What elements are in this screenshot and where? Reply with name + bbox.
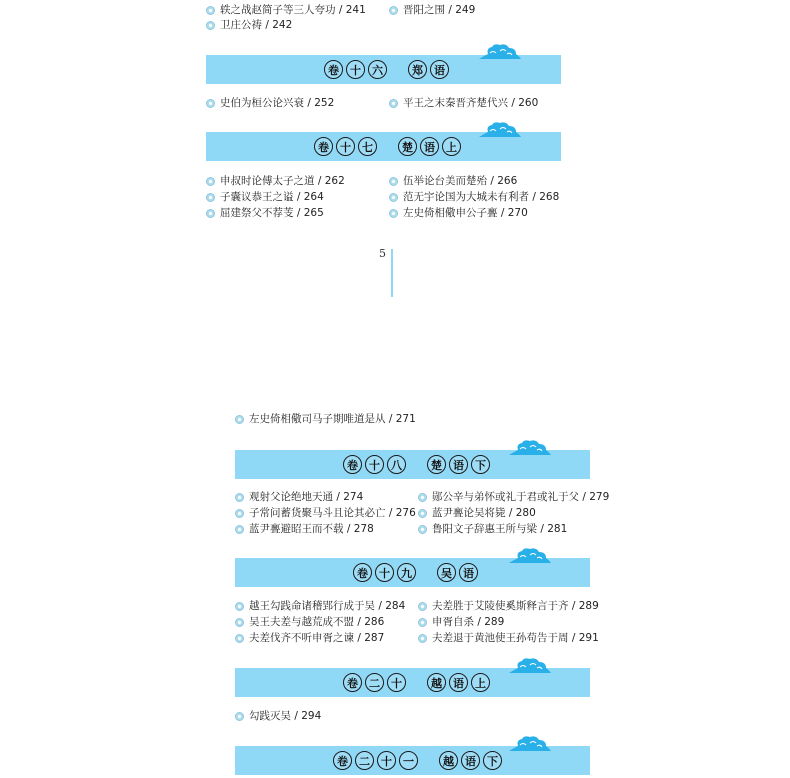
page-number: 5 — [379, 247, 386, 260]
toc-entry[interactable] — [389, 190, 559, 204]
entry-title: 伍举论台美而楚殆 / 266 — [403, 175, 518, 187]
chapter-heading[interactable] — [333, 746, 505, 775]
heading-char: 语 — [459, 563, 478, 582]
entry-title: 史伯为桓公论兴衰 / 252 — [220, 97, 335, 109]
chapter-heading[interactable] — [353, 558, 481, 587]
heading-char: 六 — [368, 60, 387, 79]
page-number-rule — [391, 249, 393, 297]
toc-entry[interactable] — [418, 522, 567, 536]
heading-char: 语 — [449, 673, 468, 692]
entry-title: 蓝尹亹论吴将毙 / 280 — [432, 507, 536, 519]
toc-entry[interactable] — [418, 631, 599, 645]
toc-entry[interactable] — [235, 506, 416, 520]
auspicious-cloud-icon — [506, 546, 552, 566]
heading-char: 上 — [471, 673, 490, 692]
heading-char: 九 — [397, 563, 416, 582]
entry-title: 观射父论绝地天通 / 274 — [249, 491, 364, 503]
toc-entry[interactable] — [206, 206, 324, 220]
toc-entry[interactable] — [206, 96, 334, 110]
circle-bullet-icon — [235, 712, 244, 721]
heading-char: 十 — [387, 673, 406, 692]
toc-entry[interactable] — [206, 190, 324, 204]
entry-title: 左史倚相儆司马子期唯道是从 / 271 — [249, 413, 416, 425]
entry-title: 郧公辛与弟怀或礼于君或礼于父 / 279 — [432, 491, 610, 503]
toc-entry[interactable] — [235, 490, 363, 504]
heading-char: 十 — [336, 137, 355, 156]
circle-bullet-icon — [418, 602, 427, 611]
toc-entry[interactable] — [389, 96, 538, 110]
heading-char: 卷 — [324, 60, 343, 79]
heading-char: 越 — [427, 673, 446, 692]
chapter-heading[interactable] — [343, 668, 493, 697]
heading-char: 越 — [439, 751, 458, 770]
circle-bullet-icon — [418, 525, 427, 534]
circle-bullet-icon — [235, 525, 244, 534]
heading-char: 语 — [449, 455, 468, 474]
heading-char: 二 — [365, 673, 384, 692]
entry-title: 鲁阳文子辞惠王所与梁 / 281 — [432, 523, 568, 535]
circle-bullet-icon — [389, 193, 398, 202]
heading-char: 十 — [365, 455, 384, 474]
toc-entry[interactable] — [418, 599, 599, 613]
entry-title: 申叔时论傅太子之道 / 262 — [220, 175, 345, 187]
circle-bullet-icon — [206, 177, 215, 186]
circle-bullet-icon — [389, 177, 398, 186]
heading-char: 八 — [387, 455, 406, 474]
heading-char: 语 — [430, 60, 449, 79]
circle-bullet-icon — [235, 602, 244, 611]
entry-title: 蓝尹亹避昭王而不载 / 278 — [249, 523, 374, 535]
heading-char: 卷 — [353, 563, 372, 582]
toc-entry[interactable] — [235, 412, 416, 426]
toc-entry[interactable] — [206, 18, 292, 32]
heading-char: 语 — [461, 751, 480, 770]
heading-char: 楚 — [398, 137, 417, 156]
entry-title: 晋阳之围 / 249 — [403, 4, 476, 16]
entry-title: 子常问蓄货聚马斗且论其必亡 / 276 — [249, 507, 416, 519]
heading-char: 语 — [420, 137, 439, 156]
circle-bullet-icon — [206, 99, 215, 108]
heading-char: 二 — [355, 751, 374, 770]
toc-entry[interactable] — [235, 709, 321, 723]
toc-entry[interactable] — [206, 3, 366, 17]
heading-char: 卷 — [314, 137, 333, 156]
toc-entry[interactable] — [389, 3, 475, 17]
toc-entry[interactable] — [418, 490, 609, 504]
entry-title: 申胥自杀 / 289 — [432, 616, 505, 628]
circle-bullet-icon — [389, 209, 398, 218]
circle-bullet-icon — [389, 99, 398, 108]
entry-title: 左史倚相儆申公子亹 / 270 — [403, 207, 528, 219]
auspicious-cloud-icon — [506, 734, 552, 754]
entry-title: 范无宇论国为大城未有利者 / 268 — [403, 191, 560, 203]
entry-title: 卫庄公祷 / 242 — [220, 19, 293, 31]
toc-entry[interactable] — [418, 615, 504, 629]
entry-title: 轶之战赵简子等三人夸功 / 241 — [220, 4, 366, 16]
toc-entry[interactable] — [235, 615, 384, 629]
entry-title: 子囊议恭王之谥 / 264 — [220, 191, 324, 203]
circle-bullet-icon — [235, 634, 244, 643]
entry-title: 夫差伐齐不听申胥之谏 / 287 — [249, 632, 385, 644]
entry-title: 勾践灭吴 / 294 — [249, 710, 322, 722]
toc-entry[interactable] — [389, 174, 517, 188]
heading-char: 楚 — [427, 455, 446, 474]
auspicious-cloud-icon — [506, 438, 552, 458]
circle-bullet-icon — [418, 509, 427, 518]
entry-title: 夫差胜于艾陵使奚斯释言于齐 / 289 — [432, 600, 599, 612]
auspicious-cloud-icon — [506, 656, 552, 676]
heading-char: 一 — [399, 751, 418, 770]
chapter-heading[interactable] — [324, 55, 452, 84]
heading-char: 上 — [442, 137, 461, 156]
heading-char: 卷 — [333, 751, 352, 770]
circle-bullet-icon — [389, 6, 398, 15]
circle-bullet-icon — [418, 618, 427, 627]
toc-entry[interactable] — [235, 631, 384, 645]
circle-bullet-icon — [206, 6, 215, 15]
auspicious-cloud-icon — [476, 120, 522, 140]
entry-title: 越王勾践命诸稽郢行成于吴 / 284 — [249, 600, 406, 612]
heading-char: 七 — [358, 137, 377, 156]
entry-title: 屈建祭父不荐芰 / 265 — [220, 207, 324, 219]
circle-bullet-icon — [235, 509, 244, 518]
entry-title: 平王之末秦晋齐楚代兴 / 260 — [403, 97, 539, 109]
chapter-heading[interactable] — [314, 132, 464, 161]
circle-bullet-icon — [235, 618, 244, 627]
toc-entry[interactable] — [235, 599, 405, 613]
heading-char: 吴 — [437, 563, 456, 582]
circle-bullet-icon — [235, 415, 244, 424]
heading-char: 十 — [377, 751, 396, 770]
circle-bullet-icon — [206, 209, 215, 218]
heading-char: 十 — [375, 563, 394, 582]
toc-entry[interactable] — [418, 506, 536, 520]
heading-char: 郑 — [408, 60, 427, 79]
toc-entry[interactable] — [206, 174, 345, 188]
circle-bullet-icon — [418, 493, 427, 502]
heading-char: 下 — [471, 455, 490, 474]
auspicious-cloud-icon — [476, 42, 522, 62]
chapter-heading[interactable] — [343, 450, 493, 479]
heading-char: 卷 — [343, 673, 362, 692]
heading-char: 卷 — [343, 455, 362, 474]
circle-bullet-icon — [235, 493, 244, 502]
heading-char: 下 — [483, 751, 502, 770]
circle-bullet-icon — [206, 193, 215, 202]
circle-bullet-icon — [418, 634, 427, 643]
circle-bullet-icon — [206, 21, 215, 30]
entry-title: 夫差退于黄池使王孙苟告于周 / 291 — [432, 632, 599, 644]
toc-entry[interactable] — [389, 206, 528, 220]
entry-title: 吴王夫差与越荒成不盟 / 286 — [249, 616, 385, 628]
toc-entry[interactable] — [235, 522, 374, 536]
heading-char: 十 — [346, 60, 365, 79]
